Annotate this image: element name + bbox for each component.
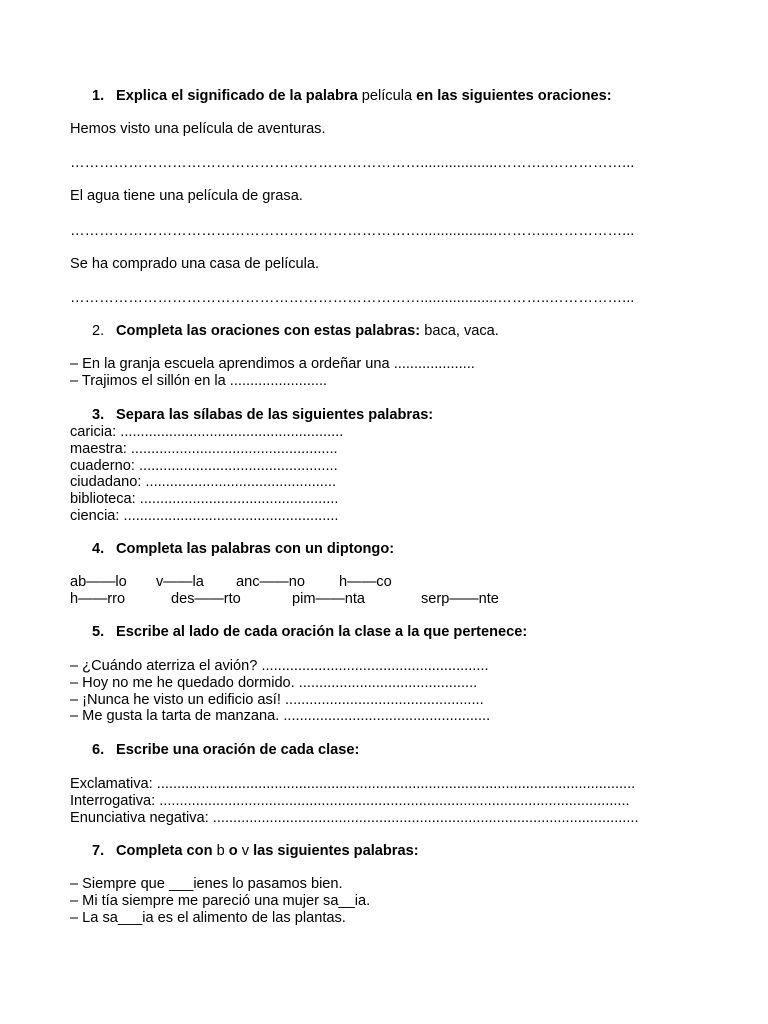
question-number: 1. xyxy=(92,88,105,104)
sentence-3: Se ha comprado una casa de película. xyxy=(70,256,320,272)
syllable-item[interactable]: maestra: ................................................... xyxy=(70,441,338,457)
question-title: Separa las sílabas de las siguientes palabras: xyxy=(116,407,434,423)
fill-item-1[interactable]: – En la granja escuela aprendimos a ordeñar una .................... xyxy=(70,356,475,372)
sentence-class-item[interactable]: – Me gusta la tarta de manzana. ................................................... xyxy=(70,708,491,724)
fill-item-2[interactable]: – Trajimos el sillón en la ........................ xyxy=(70,373,328,389)
diphthong-word[interactable]: pim——nta xyxy=(292,591,365,607)
syllable-item[interactable]: cuaderno: ................................................. xyxy=(70,458,338,474)
sentence-class-item[interactable]: – ¡Nunca he visto un edificio así! ................................................. xyxy=(70,692,484,708)
sentence-class-item[interactable]: – ¿Cuándo aterriza el avión? ........................................................ xyxy=(70,658,489,674)
diphthong-word[interactable]: anc——no xyxy=(236,574,305,590)
word-options: baca, vaca. xyxy=(424,323,499,339)
syllable-item[interactable]: caricia: ....................................................... xyxy=(70,424,344,440)
question-title: Escribe una oración de cada clase: xyxy=(116,742,360,758)
question-6-heading xyxy=(92,742,359,759)
question-number: 6. xyxy=(92,742,105,758)
question-7-heading xyxy=(92,843,419,860)
letter-v: v xyxy=(241,843,250,859)
question-3-heading xyxy=(92,407,433,424)
question-title: Completa con xyxy=(116,843,213,859)
question-title: Completa las palabras con un diptongo: xyxy=(116,541,395,557)
sentence-class-item[interactable]: – Hoy no me he quedado dormido. ............................................ xyxy=(70,675,478,691)
letter-b: b xyxy=(216,843,225,859)
syllable-item[interactable]: ciudadano: ............................................... xyxy=(70,474,337,490)
answer-line-1[interactable]: ………………………………………………………………...................………..……………... xyxy=(70,155,635,171)
question-title: Explica el significado de la palabra xyxy=(116,88,358,104)
question-number: 4. xyxy=(92,541,105,557)
question-1-heading xyxy=(92,88,612,105)
sentence-1: Hemos visto una película de aventuras. xyxy=(70,121,326,137)
key-word: película xyxy=(361,88,413,104)
question-title: Escribe al lado de cada oración la clase a la que pertenece: xyxy=(116,624,528,640)
question-title-end: en las siguientes oraciones: xyxy=(416,88,612,104)
question-5-heading xyxy=(92,624,527,641)
question-title: Completa las oraciones con estas palabras: xyxy=(116,323,421,339)
answer-line-2[interactable]: ………………………………………………………………...................………..……………... xyxy=(70,223,635,239)
question-number: 7. xyxy=(92,843,105,859)
question-title-end: las siguientes palabras: xyxy=(253,843,419,859)
question-number: 5. xyxy=(92,624,105,640)
sentence-2: El agua tiene una película de grasa. xyxy=(70,188,303,204)
sentence-type-item[interactable]: Interrogativa: .................................................................................................................... xyxy=(70,793,630,809)
bv-item[interactable]: – Mi tía siempre me pareció una mujer sa__ia. xyxy=(70,893,371,909)
bv-item[interactable]: – Siempre que ___ienes lo pasamos bien. xyxy=(70,876,343,892)
syllable-item[interactable]: ciencia: ..................................................... xyxy=(70,508,339,524)
sentence-type-item[interactable]: Exclamativa: ...................................................................................................................... xyxy=(70,776,636,792)
answer-line-3[interactable]: ………………………………………………………………...................………..……………... xyxy=(70,290,635,306)
question-number: 3. xyxy=(92,407,105,423)
sentence-type-item[interactable]: Enunciativa negativa: ......................................................................................................... xyxy=(70,810,639,826)
diphthong-word[interactable]: v——la xyxy=(156,574,204,590)
conjunction: o xyxy=(228,843,238,859)
diphthong-word[interactable]: des——rto xyxy=(171,591,241,607)
syllable-item[interactable]: biblioteca: ................................................. xyxy=(70,491,339,507)
diphthong-word[interactable]: h——rro xyxy=(70,591,126,607)
question-number: 2. xyxy=(92,323,105,339)
question-2-heading xyxy=(92,323,499,340)
diphthong-word[interactable]: ab——lo xyxy=(70,574,127,590)
diphthong-word[interactable]: h——co xyxy=(339,574,392,590)
bv-item[interactable]: – La sa___ia es el alimento de las plantas. xyxy=(70,910,346,926)
diphthong-word[interactable]: serp——nte xyxy=(421,591,499,607)
question-4-heading xyxy=(92,541,394,558)
